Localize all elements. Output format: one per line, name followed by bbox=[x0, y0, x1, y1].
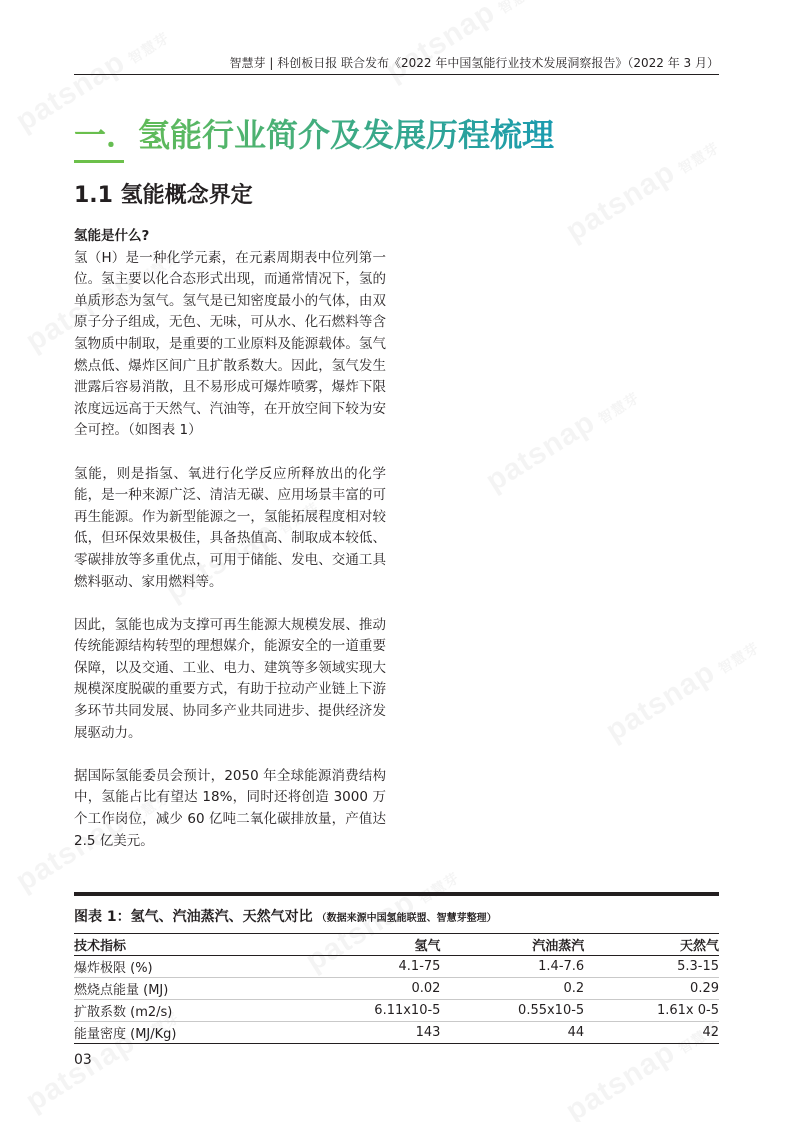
watermark bbox=[480, 378, 645, 499]
chapter-title: 一．氢能行业简介及发展历程梳理 bbox=[74, 116, 555, 154]
column-header: 天然气 bbox=[679, 939, 719, 954]
table-row bbox=[74, 956, 719, 978]
table-cell: 0.2 bbox=[563, 981, 585, 996]
table-cell: 44 bbox=[567, 1025, 585, 1040]
watermark bbox=[380, 0, 545, 89]
body-text bbox=[74, 226, 386, 874]
running-header: 智慧芽 | 科创板日报 联合发布《2022 年中国氢能行业技术发展洞察报告》（2022 年 3 月） bbox=[229, 56, 719, 70]
table-cell: 143 bbox=[415, 1025, 441, 1040]
comparison-table bbox=[74, 892, 719, 1044]
table-cell: 燃烧点能量 (MJ) bbox=[74, 983, 169, 998]
table-caption-text: 图表 1：氢气、汽油蒸汽、天然气对比 bbox=[74, 909, 313, 925]
table-cell: 0.55x10-5 bbox=[518, 1003, 585, 1018]
table-source: （数据来源中国氢能联盟、智慧芽整理） bbox=[316, 913, 497, 924]
column-header: 氢气 bbox=[414, 939, 441, 954]
table-row bbox=[74, 1022, 719, 1044]
table-caption bbox=[74, 896, 719, 934]
data-table bbox=[74, 934, 719, 1044]
body-paragraph: 氢能，则是指氢、氧进行化学反应所释放出的化学能，是一种来源广泛、清洁无碳、应用场景丰富的可再生能源。作为新型能源之一，氢能拓展程度相对较低，但环保效果极佳，具备热值高、制取成本较低、零碳排放等多重优点，可用于储能、发电、交通工具燃料驱动、家用燃料等。 bbox=[74, 465, 386, 590]
table-cell: 扩散系数 (m2/s) bbox=[74, 1005, 173, 1020]
table-cell: 1.4-7.6 bbox=[538, 959, 585, 974]
section-title: 1.1 氢能概念界定 bbox=[74, 183, 253, 208]
table-cell: 1.61x 0-5 bbox=[656, 1003, 719, 1018]
body-paragraph: 氢（H）是一种化学元素，在元素周期表中位列第一位。氢主要以化合态形式出现，而通常情况下，氢的单质形态为氢气。氢气是已知密度最小的气体，由双原子分子组成，无色、无味，可从水、化石燃料等含氢物质中制取，是重要的工业原料及能源载体。氢气燃点低、爆炸区间广且扩散系数大。因此，氢气发生泄露后容易消散，且不易形成可爆炸喷雾，爆炸下限浓度远远高于天然气、汽油等，在开放空间下较为安全可控。（如图表 1） bbox=[74, 249, 386, 439]
table-row bbox=[74, 1000, 719, 1022]
column-header: 汽油蒸汽 bbox=[532, 939, 585, 954]
table-row bbox=[74, 978, 719, 1000]
body-paragraph: 因此，氢能也成为支撑可再生能源大规模发展、推动传统能源结构转型的理想媒介，能源安全的一道重要保障，以及交通、工业、电力、建筑等多领域实现大规模深度脱碳的重要方式，有助于拉动产业链上下游多环节共同发展、协同多产业共同进步、提供经济发展驱动力。 bbox=[74, 616, 386, 741]
chapter-underline bbox=[74, 160, 124, 163]
header-rule bbox=[74, 74, 719, 75]
watermark bbox=[560, 128, 725, 249]
watermark bbox=[600, 628, 765, 749]
column-header: 技术指标 bbox=[74, 939, 127, 954]
table-header-row bbox=[74, 934, 719, 956]
table-cell: 0.02 bbox=[411, 981, 441, 996]
table-cell: 4.1-75 bbox=[398, 959, 441, 974]
table-cell: 6.11x10-5 bbox=[374, 1003, 441, 1018]
table-cell: 42 bbox=[702, 1025, 719, 1040]
table-cell: 能量密度 (MJ/Kg) bbox=[74, 1027, 177, 1042]
table-cell: 0.29 bbox=[690, 981, 719, 996]
body-question: 氢能是什么? bbox=[74, 228, 150, 244]
table-cell: 爆炸极限 (%) bbox=[74, 961, 153, 976]
body-paragraph: 据国际氢能委员会预计，2050 年全球能源消费结构中，氢能占比有望达 18%，同时还将创造 3000 万个工作岗位，减少 60 亿吨二氧化碳排放量，产值达 2.5 亿美元。 bbox=[74, 767, 386, 849]
table-cell: 5.3-15 bbox=[677, 959, 719, 974]
page-number: 03 bbox=[74, 1052, 92, 1068]
